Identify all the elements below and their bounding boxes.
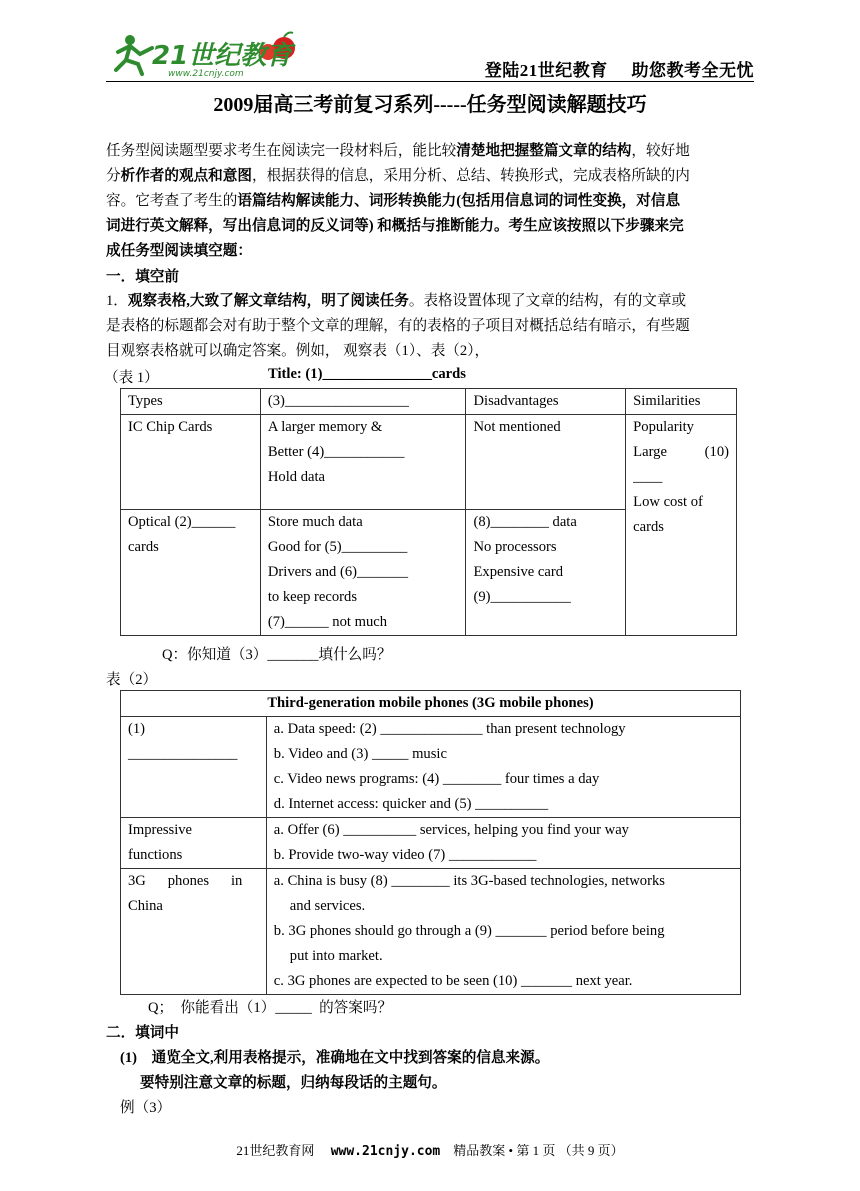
intro-paragraph xyxy=(106,139,756,264)
step1-line-2: 是表格的标题都会对有助于整个文章的理解，有的表格的子项目对概括总结有暗示，有些题 xyxy=(106,318,690,334)
table1-label: （表 1） xyxy=(104,370,159,386)
table-2 xyxy=(120,690,741,995)
table-cell: a. Data speed: (2) ______________ than present technology b. Video and (3) _____ music c. Video news programs: (4) ________ four times a day d. Internet access: quicker and (5) __________ xyxy=(266,717,740,818)
table-header-cell: Types xyxy=(121,389,261,415)
section-heading-1: 一．填空前 xyxy=(106,269,179,285)
table-cell: a. Offer (6) __________ services, helping you find your way b. Provide two-way video (7) ____________ xyxy=(266,818,740,869)
table-header-cell: (3)_________________ xyxy=(260,389,466,415)
table-cell: IC Chip Cards xyxy=(121,415,261,510)
intro-line-5: 成任务型阅读填空题： xyxy=(106,243,252,259)
intro-line-3: 容。它考查了考生的语篇结构解读能力、词形转换能力(包括用信息词的词性变换，对信息 xyxy=(106,193,681,209)
intro-line-2: 分析作者的观点和意图，根据获得的信息，采用分析、总结、转换形式，完成表格所缺的内 xyxy=(106,168,690,184)
header-divider xyxy=(106,81,754,82)
site-logo xyxy=(108,30,308,80)
intro-line-4: 词进行英文解释，写出信息词的反义词等) 和概括与推断能力。考生应该按照以下步骤来完 xyxy=(106,218,684,234)
table-header-cell: Disadvantages xyxy=(466,389,626,415)
step2-example: 例（3） xyxy=(120,1100,172,1116)
runner-icon xyxy=(116,35,152,74)
table-cell: Store much data Good for (5)_________ Drivers and (6)_______ to keep records (7)______ not much xyxy=(260,510,466,636)
slogan-right: 助您教考全无忧 xyxy=(631,61,754,80)
table-cell: A larger memory & Better (4)___________ Hold data xyxy=(260,415,466,510)
step2-line-1: (1) 通览全文,利用表格提示，准确地在文中找到答案的信息来源。 xyxy=(120,1050,550,1066)
table-header-cell: Similarities xyxy=(626,389,737,415)
footer-page: 精品教案 • 第 1 页 （共 9 页） xyxy=(453,1143,624,1158)
table-cell: (1) _______________ xyxy=(121,717,267,818)
step1-paragraph xyxy=(106,289,756,364)
table-cell: (8)________ data No processors Expensive card (9)___________ xyxy=(466,510,626,636)
intro-line-1: 任务型阅读题型要求考生在阅读完一段材料后，能比较清楚地把握整篇文章的结构，较好地 xyxy=(106,143,690,159)
footer-url: www.21cnjy.com xyxy=(330,1144,441,1159)
table-cell: Impressive functions xyxy=(121,818,267,869)
svg-text:www.21cnjy.com: www.21cnjy.com xyxy=(168,69,244,79)
table-cell: Not mentioned xyxy=(466,415,626,510)
step2-line-2: 要特别注意文章的标题，归纳每段话的主题句。 xyxy=(140,1075,447,1091)
table-cell: 3G phones in China xyxy=(121,869,267,995)
table-row xyxy=(121,717,741,818)
table-cell: Optical (2)______ cards xyxy=(121,510,261,636)
footer-site: 21世纪教育网 xyxy=(236,1143,315,1158)
page-footer xyxy=(0,1140,860,1159)
table2-title: Third-generation mobile phones (3G mobile phones) xyxy=(121,691,741,717)
step1-line-3: 目观察表格就可以确定答案。例如， 观察表（1）、表（2）， xyxy=(106,343,490,359)
document-title: 2009届高三考前复习系列-----任务型阅读解题技巧 xyxy=(213,94,647,116)
table-cell: a. China is busy (8) ________ its 3G-based technologies, networks and services. b. 3G phones should go through a (9) _______ period before being put into market. c. 3G phones are expected to be seen (10) _______ next year. xyxy=(266,869,740,995)
table-row xyxy=(121,869,741,995)
table2-label: 表（2） xyxy=(106,672,158,688)
table-row xyxy=(121,691,741,717)
section-heading-2: 二．填词中 xyxy=(106,1025,179,1041)
table1-title: Title: (1)_______________cards xyxy=(268,366,466,382)
table-row xyxy=(121,415,737,510)
table-row xyxy=(121,818,741,869)
table2-question: Q； 你能看出（1）_____ 的答案吗？ xyxy=(148,1000,393,1016)
header-slogan xyxy=(485,56,754,81)
slogan-left: 登陆21世纪教育 xyxy=(484,61,608,80)
table-1 xyxy=(120,388,737,636)
table-cell-similarities: Popularity Large (10) ____ Low cost of cards xyxy=(626,415,737,636)
table1-question: Q：你知道（3）_______填什么吗？ xyxy=(162,647,392,663)
step1-line-1: 1．观察表格,大致了解文章结构，明了阅读任务。表格设置体现了文章的结构，有的文章或 xyxy=(106,293,687,309)
svg-text:21世纪教育: 21世纪教育 xyxy=(152,41,293,71)
table-row xyxy=(121,389,737,415)
